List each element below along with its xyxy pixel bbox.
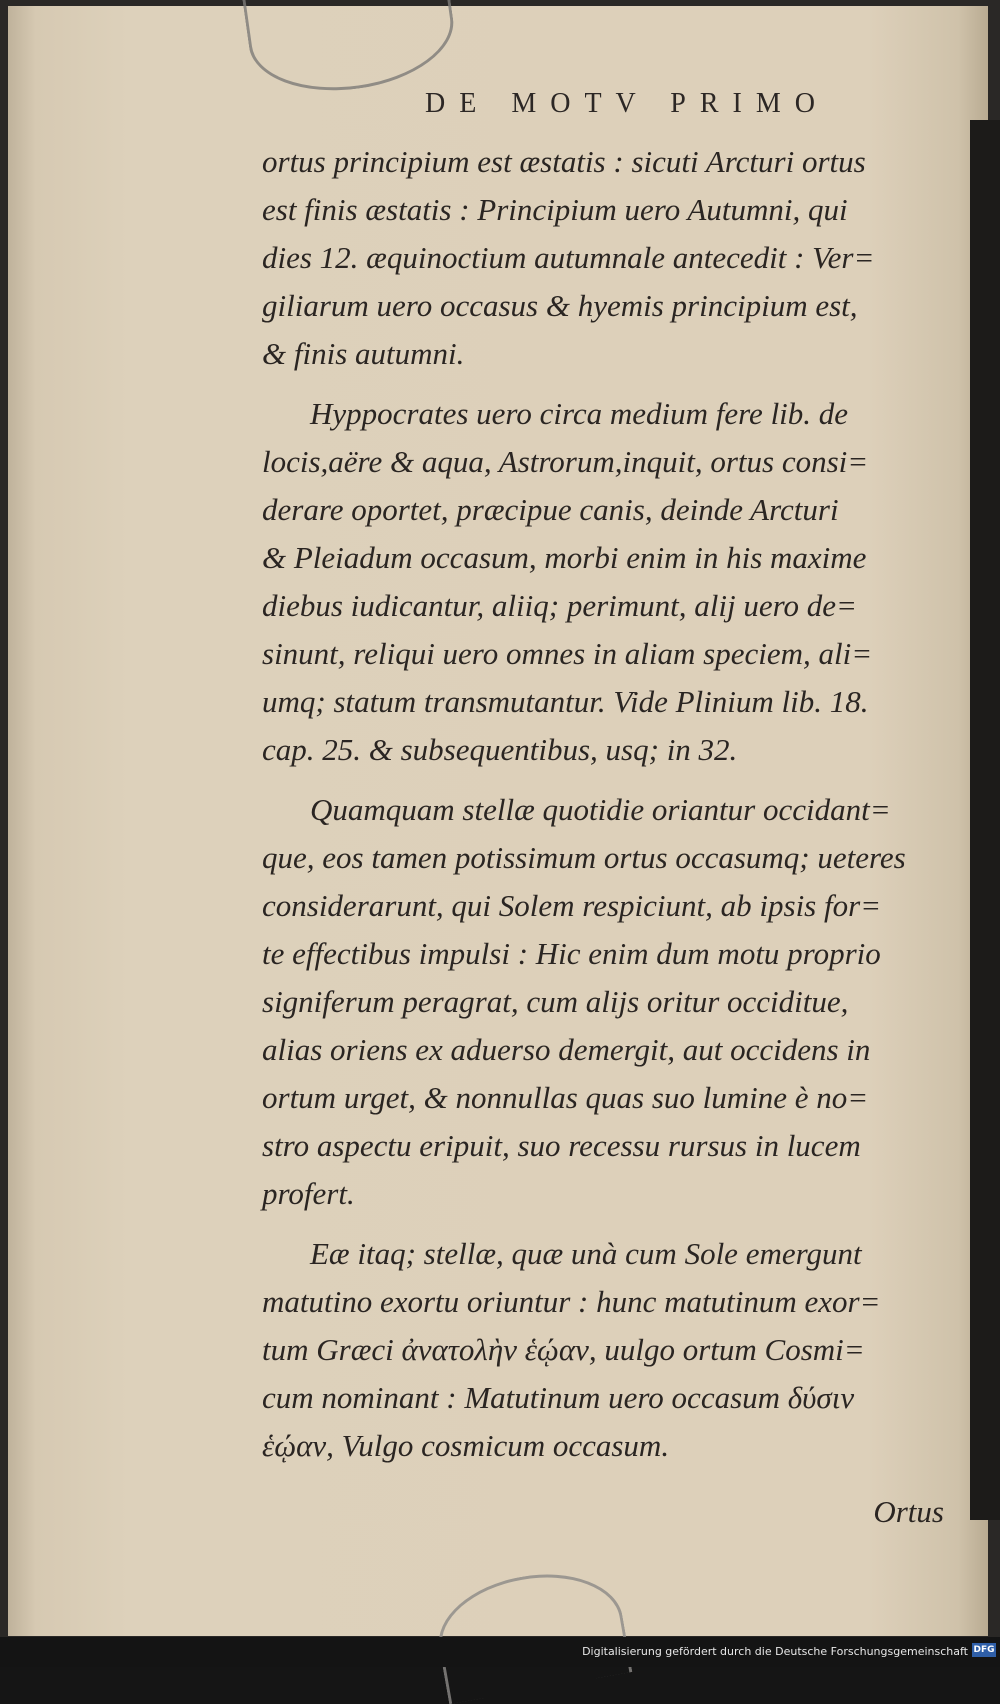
text-line: ἑῴαν, Vulgo cosmicum occasum.: [262, 1428, 670, 1463]
page-text: [262, 80, 952, 1536]
paragraph: [262, 786, 952, 1218]
text-line: matutino exortu oriuntur : hunc matutinum exor=: [262, 1284, 881, 1319]
text-line: giliarum uero occasus & hyemis principium est,: [262, 288, 858, 323]
text-line: cap. 25. & subsequentibus, usq; in 32.: [262, 732, 738, 767]
text-line: & Pleiadum occasum, morbi enim in his maxime: [262, 540, 867, 575]
text-line: ortus principium est æstatis : sicuti Arcturi ortus: [262, 144, 866, 179]
text-line: alias oriens ex aduerso demergit, aut occidens in: [262, 1032, 871, 1067]
text-line: diebus iudicantur, aliiq; perimunt, alij uero de=: [262, 588, 857, 623]
text-line: dies 12. æquinoctium autumnale antecedit : Ver=: [262, 240, 875, 275]
text-line: cum nominant : Matutinum uero occasum δύσιν: [262, 1380, 855, 1415]
text-line: est finis æstatis : Principium uero Autumni, qui: [262, 192, 848, 227]
text-line: sinunt, reliqui uero omnes in aliam speciem, ali=: [262, 636, 873, 671]
text-line: considerarunt, qui Solem respiciunt, ab ipsis for=: [262, 888, 882, 923]
text-line: Quamquam stellæ quotidie oriantur occidant=: [310, 792, 891, 827]
text-line: locis,aëre & aqua, Astrorum,inquit, ortus consi=: [262, 444, 869, 479]
text-line: & finis autumni.: [262, 336, 465, 371]
adjacent-page-edge: [970, 120, 1000, 1520]
footer-bar: [0, 1637, 1000, 1667]
text-line: Eæ itaq; stellæ, quæ unà cum Sole emergunt: [310, 1236, 862, 1271]
paragraph: [262, 1230, 952, 1470]
text-line: ortum urget, & nonnullas quas suo lumine è no=: [262, 1080, 869, 1115]
catchword: Ortus: [873, 1494, 944, 1529]
text-line: tum Græci ἀνατολὴν ἑῴαν, uulgo ortum Cosmi=: [262, 1332, 865, 1367]
footer-credit: Digitalisierung gefördert durch die Deutsche Forschungsgemeinschaft: [582, 1645, 968, 1658]
paragraph: [262, 138, 952, 378]
text-line: Hyppocrates uero circa medium fere lib. de: [310, 396, 849, 431]
text-line: derare oportet, præcipue canis, deinde Arcturi: [262, 492, 839, 527]
text-line: umq; statum transmutantur. Vide Plinium lib. 18.: [262, 684, 869, 719]
paragraphs: [262, 138, 952, 1470]
dfg-logo: DFG: [973, 1645, 995, 1655]
text-line: signiferum peragrat, cum alijs oritur occiditue,: [262, 984, 849, 1019]
text-line: stro aspectu eripuit, suo recessu rursus in lucem: [262, 1128, 861, 1163]
text-line: te effectibus impulsi : Hic enim dum motu proprio: [262, 936, 881, 971]
running-head: DE MOTV PRIMO: [425, 88, 829, 119]
text-line: que, eos tamen potissimum ortus occasumq; ueteres: [262, 840, 906, 875]
text-line: profert.: [262, 1176, 355, 1211]
paragraph: [262, 390, 952, 774]
